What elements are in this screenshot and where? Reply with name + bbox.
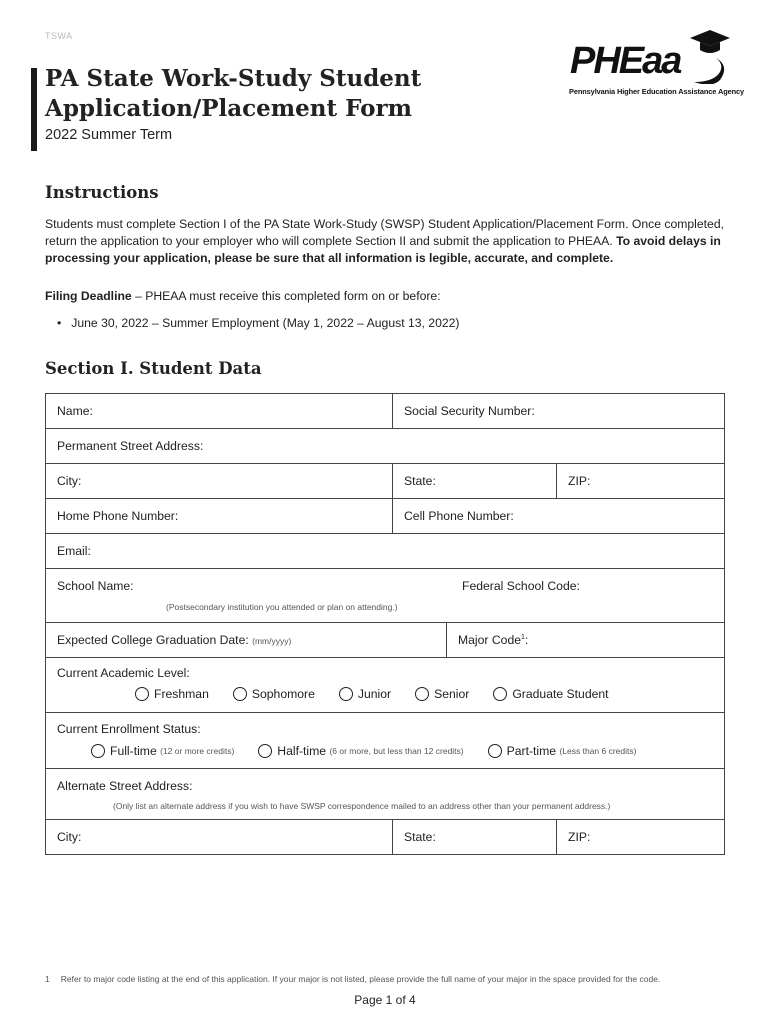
radio-circle-icon[interactable] — [493, 687, 507, 701]
alternate-address-hint: (Only list an alternate address if you wish to have SWSP correspondence mailed to an address other than your permanent address.) — [113, 801, 611, 811]
footnote-text: Refer to major code listing at the end of this application. If your major is not listed, please provide the full name of your major in the space provided for the code. — [60, 974, 661, 984]
deadline-label: Filing Deadline — [45, 289, 132, 303]
graduation-date-label: Expected College Graduation Date: (mm/yyyy) — [57, 633, 292, 647]
zip-field[interactable] — [556, 463, 725, 499]
form-code: TSWA — [45, 31, 73, 41]
email-label: Email: — [57, 544, 91, 558]
major-code-label: Major Code$^1$: — [458, 633, 529, 647]
alternate-address-field[interactable] — [45, 768, 725, 820]
deadline-bullet — [57, 316, 459, 330]
alternate-zip-field[interactable] — [556, 819, 725, 855]
pheaa-logo — [568, 28, 745, 100]
instructions-warning: To avoid delays in processing your application, please be sure that all information is legible, accurate, and complete. — [45, 234, 721, 265]
cell-phone-field[interactable] — [392, 498, 725, 534]
state-field[interactable] — [392, 463, 557, 499]
page-number: Page 1 of 4 — [354, 993, 416, 1007]
radio-circle-icon[interactable] — [258, 744, 272, 758]
ssn-field[interactable] — [392, 393, 725, 429]
radio-full-time[interactable]: Full-time (12 or more credits) — [91, 744, 234, 758]
academic-level-group — [45, 657, 725, 713]
deadline-text: – PHEAA must receive this completed form on or before: — [131, 289, 441, 303]
city-field[interactable] — [45, 463, 393, 499]
ssn-label: Social Security Number: — [404, 404, 535, 418]
graduation-date-field[interactable] — [45, 622, 447, 658]
school-name-hint: (Postsecondary institution you attended or plan on attending.) — [166, 602, 398, 612]
academic-level-options — [135, 687, 609, 701]
radio-half-time[interactable]: Half-time (6 or more, but less than 12 credits) — [258, 744, 463, 758]
alternate-zip-label: ZIP: — [568, 830, 591, 844]
alternate-city-label: City: — [57, 830, 82, 844]
radio-part-time[interactable]: Part-time (Less than 6 credits) — [488, 744, 637, 758]
instructions-text — [45, 216, 729, 267]
radio-junior[interactable]: Junior — [339, 687, 391, 701]
radio-sophomore[interactable]: Sophomore — [233, 687, 315, 701]
city-label: City: — [57, 474, 82, 488]
radio-circle-icon[interactable] — [488, 744, 502, 758]
radio-circle-icon[interactable] — [339, 687, 353, 701]
school-name-label: School Name: — [57, 579, 134, 593]
school-code-label: Federal School Code: — [462, 579, 580, 593]
graduation-date-hint: (mm/yyyy) — [252, 636, 292, 646]
page-subtitle: 2022 Summer Term — [45, 127, 173, 143]
name-label: Name: — [57, 404, 93, 418]
home-phone-label: Home Phone Number: — [57, 509, 179, 523]
enrollment-status-options — [91, 744, 636, 758]
alternate-address-label: Alternate Street Address: — [57, 779, 193, 793]
filing-deadline — [45, 289, 441, 303]
name-field[interactable] — [45, 393, 393, 429]
graduation-cap-swoosh-icon — [686, 28, 732, 84]
permanent-address-label: Permanent Street Address: — [57, 439, 204, 453]
enrollment-status-label: Current Enrollment Status: — [57, 722, 201, 736]
section-heading: Section I. Student Data — [45, 359, 262, 378]
instructions-body: Students must complete Section I of the PA State Work-Study (SWSP) Student Application/Placement Form. Once completed, return the application to your employer who will complete Section II and submit the application to PHEAA. — [45, 217, 724, 248]
deadline-date: June 30, 2022 – Summer Employment (May 1, 2022 – August 13, 2022) — [71, 316, 460, 330]
radio-senior[interactable]: Senior — [415, 687, 469, 701]
bullet-icon: • — [57, 316, 62, 330]
alternate-city-field[interactable] — [45, 819, 393, 855]
footnote-number: 1 — [45, 974, 50, 984]
logo-agency-name: Pennsylvania Higher Education Assistance Agency — [569, 87, 745, 96]
school-name-field[interactable] — [45, 568, 725, 623]
radio-circle-icon[interactable] — [233, 687, 247, 701]
radio-freshman[interactable]: Freshman — [135, 687, 209, 701]
radio-circle-icon[interactable] — [135, 687, 149, 701]
alternate-state-label: State: — [404, 830, 436, 844]
title-accent-bar — [31, 68, 37, 151]
page-title: PA State Work-Study Student Application/Placement Form — [45, 65, 422, 122]
state-label: State: — [404, 474, 436, 488]
radio-circle-icon[interactable] — [415, 687, 429, 701]
alternate-state-field[interactable] — [392, 819, 557, 855]
radio-circle-icon[interactable] — [91, 744, 105, 758]
footnote — [45, 974, 660, 984]
zip-label: ZIP: — [568, 474, 591, 488]
footnote-ref: 1 — [521, 633, 525, 641]
logo-wordmark: PHEaa — [570, 40, 681, 82]
major-code-field[interactable] — [446, 622, 725, 658]
radio-graduate-student[interactable]: Graduate Student — [493, 687, 608, 701]
home-phone-field[interactable] — [45, 498, 393, 534]
instructions-heading: Instructions — [45, 183, 159, 202]
email-field[interactable] — [45, 533, 725, 569]
permanent-address-field[interactable] — [45, 428, 725, 464]
academic-level-label: Current Academic Level: — [57, 666, 190, 680]
cell-phone-label: Cell Phone Number: — [404, 509, 514, 523]
enrollment-status-group — [45, 712, 725, 769]
